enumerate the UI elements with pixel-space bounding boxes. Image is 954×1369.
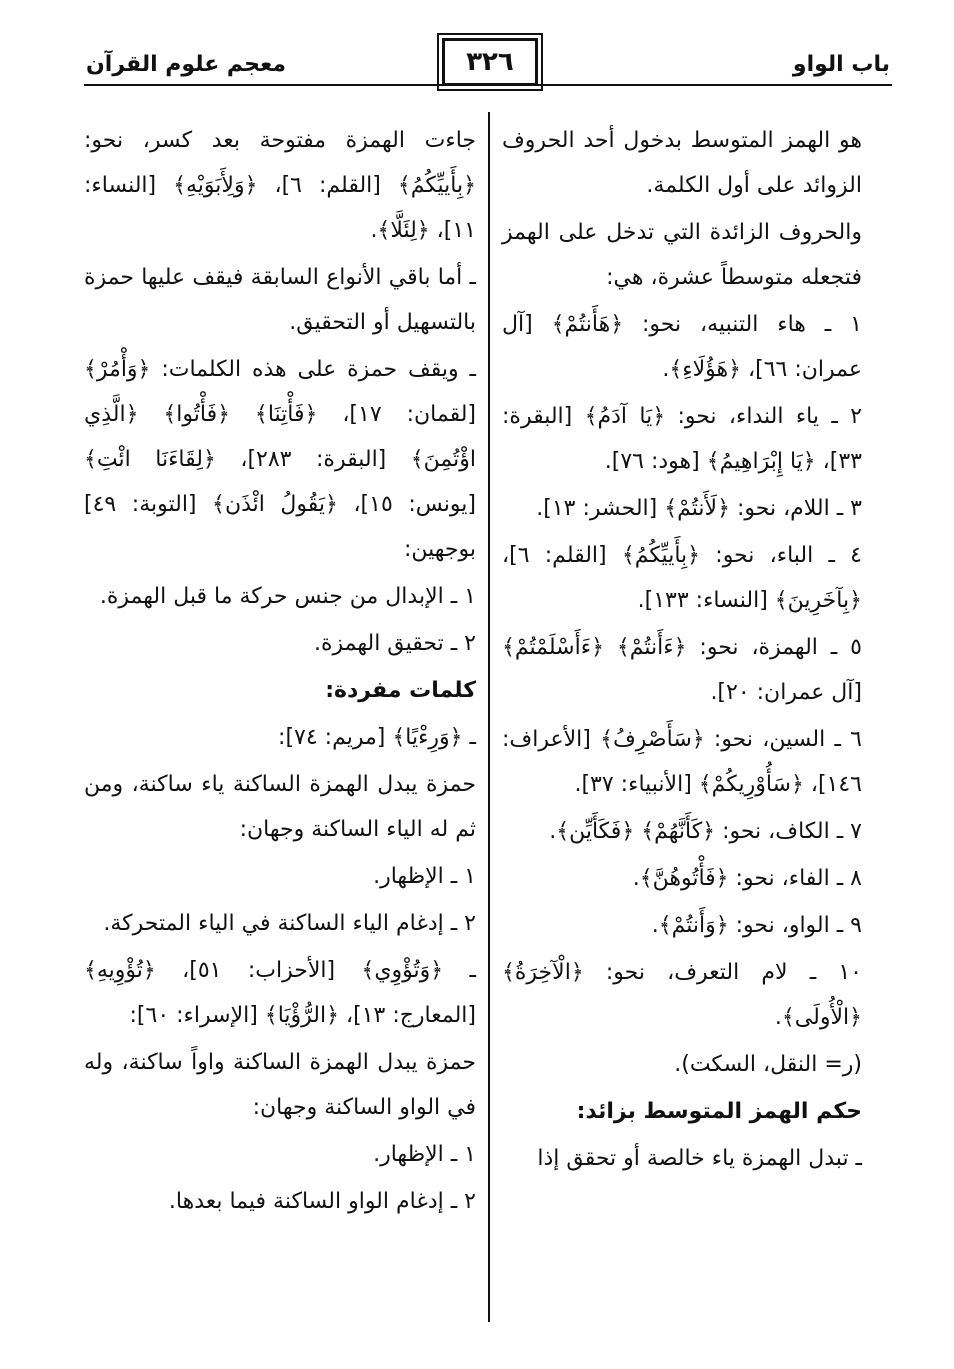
list-item: ٨ ـ الفاء، نحو: ﴿فَأْتُوهُنَّ﴾. — [632, 866, 862, 891]
paragraph: حمزة يبدل الهمزة الساكنة ياء ساكنة، ومن ثم له الياء الساكنة وجهان: — [84, 772, 476, 842]
list-item: ٢ ـ تحقيق الهمزة. — [313, 631, 476, 656]
paragraph: حمزة يبدل الهمزة الساكنة واواً ساكنة، وله في الواو الساكنة وجهان: — [84, 1050, 476, 1120]
paragraph: والحروف الزائدة التي تدخل على الهمز فتجعله متوسطاً عشرة، هي: — [502, 220, 862, 290]
list-item: ٤ ـ الباء، نحو: ﴿بِأَييِّكُمُ﴾ [القلم: ٦]، ﴿بِآخَرِينَ﴾ [النساء: ١٣٣]. — [502, 543, 862, 613]
left-column — [84, 118, 476, 1226]
list-item: ١ ـ هاء التنبيه، نحو: ﴿هَأَنتُمْ﴾ [آل عمران: ٦٦]، ﴿هَؤُلَاءِ﴾. — [502, 312, 862, 382]
paragraph: ـ ﴿وَرِءْيًا﴾ [مريم: ٧٤]: — [278, 725, 476, 750]
running-header-book-title: معجم علوم القرآن — [86, 52, 287, 77]
page-number-box — [442, 38, 538, 86]
list-item: ١ ـ الإظهار. — [373, 864, 476, 889]
paragraph: ـ أما باقي الأنواع السابقة فيقف عليها حمزة بالتسهيل أو التحقيق. — [84, 265, 476, 335]
list-item: ١٠ ـ لام التعرف، نحو: ﴿الْآخِرَةُ﴾ ﴿الْأُولَى﴾. — [502, 960, 862, 1030]
paragraph: ـ تبدل الهمزة ياء خالصة أو تحقق إذا — [537, 1146, 862, 1171]
list-item: ٦ ـ السين، نحو: ﴿سَأَصْرِفُ﴾ [الأعراف: ١٤٦]، ﴿سَأُوْرِيكُمْ﴾ [الأنبياء: ٣٧]. — [502, 727, 862, 797]
list-item: ٩ ـ الواو، نحو: ﴿وَأَنتُمْ﴾. — [651, 913, 862, 938]
list-item: ٢ ـ إدغام الواو الساكنة فيما بعدها. — [168, 1189, 476, 1214]
header-rule — [84, 84, 892, 86]
section-heading: كلمات مفردة: — [325, 678, 476, 703]
paragraph: ـ ويقف حمزة على هذه الكلمات: ﴿وَأْمُرْ﴾ [لقمان: ١٧]، ﴿فَأْتِنَا﴾ ﴿فَأْتُوا﴾ ﴿الَّذِي اؤْتُمِنَ﴾ [البقرة: ٢٨٣]، ﴿لِقَاءَنَا ائْتِ﴾ [يونس: ١٥]، ﴿يَقُولُ ائْذَن﴾ [التوبة: ٤٩] بوجهين: — [84, 357, 476, 562]
list-item: ٣ ـ اللام، نحو: ﴿لَأَنتُمْ﴾ [الحشر: ١٣]. — [536, 496, 862, 521]
list-item: ٢ ـ ياء النداء، نحو: ﴿يَا آدَمُ﴾ [البقرة: ٣٣]، ﴿يَا إِبْرَاهِيمُ﴾ [هود: ٧٦]. — [502, 404, 862, 474]
list-item: ٧ ـ الكاف، نحو: ﴿كَأَنَّهُمْ﴾ ﴿فَكَأَيِّن﴾. — [549, 819, 862, 844]
cross-reference: (ر= النقل، السكت). — [674, 1052, 862, 1077]
list-item: ١ ـ الإبدال من جنس حركة ما قبل الهمزة. — [99, 584, 476, 609]
running-header-chapter: باب الواو — [792, 52, 890, 77]
list-item: ٥ ـ الهمزة، نحو: ﴿ءَأَنتُمْ﴾ ﴿ءَأَسْلَمْتُمْ﴾ [آل عمران: ٢٠]. — [502, 635, 862, 705]
paragraph: ـ ﴿وَتُؤْوِي﴾ [الأحزاب: ٥١]، ﴿تُؤْوِيهِ﴾ [المعارج: ١٣]، ﴿الرُّؤْيَا﴾ [الإسراء: ٦٠]: — [84, 958, 476, 1028]
right-column — [502, 118, 862, 1183]
list-item: ١ ـ الإظهار. — [373, 1142, 476, 1167]
column-divider — [488, 112, 490, 1322]
section-heading: حكم الهمز المتوسط بزائد: — [576, 1099, 862, 1124]
page-number: ٣٢٦ — [466, 47, 514, 77]
list-item: ٢ ـ إدغام الياء الساكنة في الياء المتحركة. — [103, 911, 476, 936]
paragraph: هو الهمز المتوسط بدخول أحد الحروف الزوائد على أول الكلمة. — [502, 128, 862, 198]
paragraph: جاءت الهمزة مفتوحة بعد كسر، نحو: ﴿بِأَييِّكُمُ﴾ [القلم: ٦]، ﴿وَلِأَبَوَيْهِ﴾ [النساء: ١١]، ﴿لِئَلَّا﴾. — [84, 128, 476, 243]
